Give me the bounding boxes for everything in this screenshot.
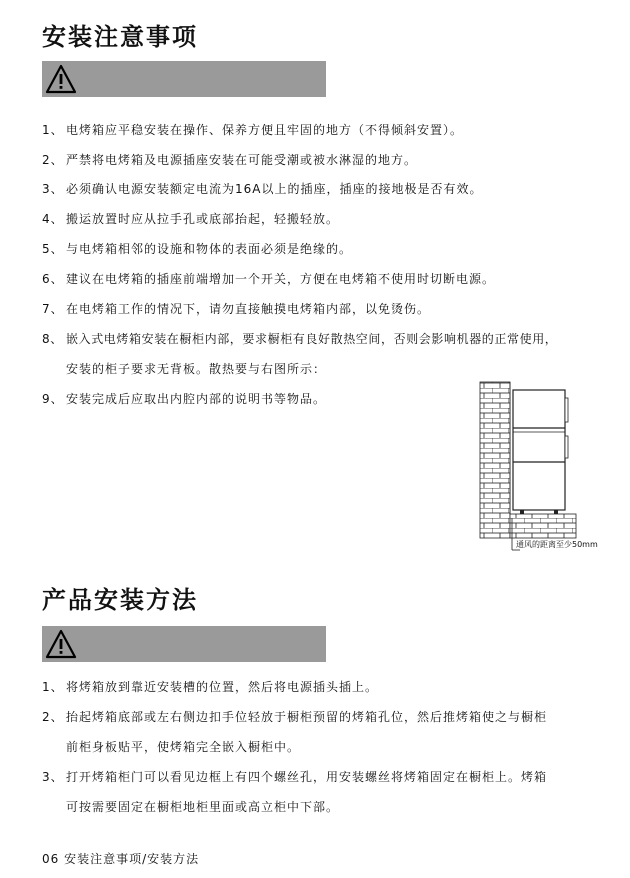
list-item — [42, 331, 557, 347]
section-title-installation-notes: 安装注意事项 — [42, 23, 198, 51]
list-item — [42, 301, 430, 317]
item-number: 4、 — [42, 212, 64, 226]
item-number: 1、 — [42, 680, 64, 694]
list-item — [42, 709, 547, 725]
item-text: 搬运放置时应从拉手孔或底部抬起，轻搬轻放。 — [66, 212, 340, 226]
item-text: 将烤箱放到靠近安装槽的位置，然后将电源插头插上。 — [66, 680, 379, 694]
item-text: 嵌入式电烤箱安装在橱柜内部，要求橱柜有良好散热空间，否则会影响机器的正常使用， — [66, 332, 558, 346]
list-item — [42, 211, 339, 227]
item-text: 必须确认电源安装额定电流为16A以上的插座，插座的接地极是否有效。 — [66, 182, 483, 196]
item-number: 5、 — [42, 242, 64, 256]
figure-caption: 通风的距离至少50mm — [516, 540, 598, 549]
list-item — [42, 122, 463, 138]
brick-wall-left — [480, 382, 510, 538]
list-item — [42, 769, 547, 785]
installation-ventilation-diagram — [476, 378, 586, 554]
list-item — [42, 241, 352, 257]
item-number: 8、 — [42, 332, 63, 346]
list-item — [42, 181, 482, 197]
item-text: 与电烤箱相邻的设施和物体的表面必须是绝缘的。 — [66, 242, 353, 256]
item-number: 6、 — [42, 272, 64, 286]
warning-bar — [42, 61, 326, 97]
item-text: 严禁将电烤箱及电源插座安装在可能受潮或被水淋湿的地方。 — [66, 153, 418, 167]
list-item — [42, 152, 417, 168]
item-text: 安装完成后应取出内腔内部的说明书等物品。 — [66, 392, 327, 406]
item-text: 在电烤箱工作的情况下，请勿直接触摸电烤箱内部，以免烫伤。 — [66, 302, 431, 316]
item-number: 1、 — [42, 123, 64, 137]
list-item-continuation: 安装的柜子要求无背板。散热要与右图所示： — [66, 362, 327, 376]
item-text: 打开烤箱柜门可以看见边框上有四个螺丝孔，用安装螺丝将烤箱固定在橱柜上。烤箱 — [66, 770, 548, 784]
item-number: 2、 — [42, 710, 64, 724]
section-title-installation-method: 产品安装方法 — [42, 586, 198, 614]
item-text: 建议在电烤箱的插座前端增加一个开关，方便在电烤箱不使用时切断电源。 — [66, 272, 496, 286]
oven-body — [513, 390, 565, 510]
item-number: 2、 — [42, 153, 64, 167]
item-number: 3、 — [42, 182, 64, 196]
item-number: 3、 — [42, 770, 64, 784]
list-item — [42, 391, 326, 407]
list-item-continuation: 前柜身板贴平，使烤箱完全嵌入橱柜中。 — [66, 740, 301, 754]
list-item — [42, 271, 495, 287]
item-text: 电烤箱应平稳安装在操作、保养方便且牢固的地方（不得倾斜安置）。 — [66, 123, 464, 137]
warning-bar — [42, 626, 326, 662]
brick-base — [510, 514, 576, 538]
warning-triangle-icon — [45, 63, 77, 95]
item-text: 抬起烤箱底部或左右侧边扣手位轻放于橱柜预留的烤箱孔位，然后推烤箱使之与橱柜 — [66, 710, 548, 724]
page-footer: 06 安装注意事项/安装方法 — [42, 852, 200, 866]
item-number: 7、 — [42, 302, 64, 316]
warning-triangle-icon — [45, 628, 77, 660]
list-item-continuation: 可按需要固定在橱柜地柜里面或高立柜中下部。 — [66, 800, 340, 814]
list-item — [42, 679, 378, 695]
item-number: 9、 — [42, 392, 64, 406]
